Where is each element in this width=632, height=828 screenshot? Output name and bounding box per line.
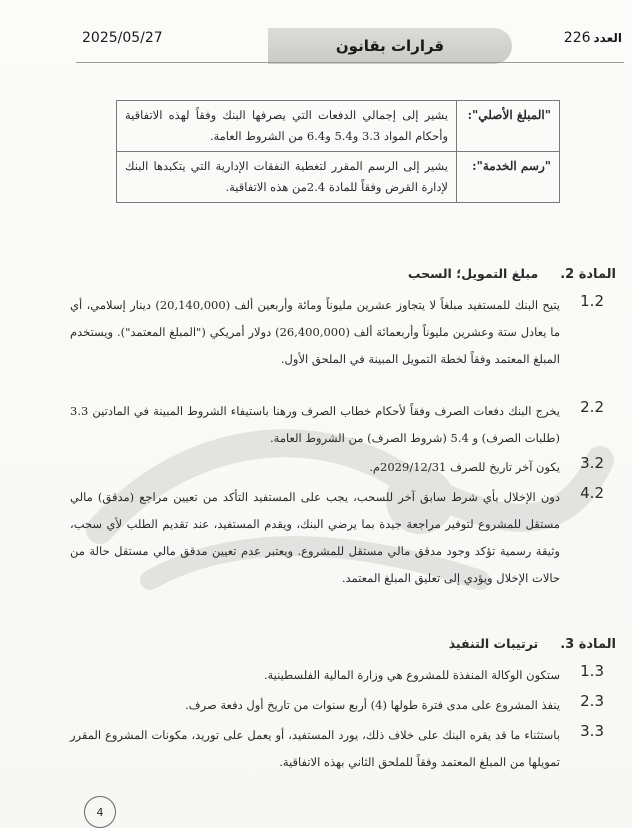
clause-text: دون الإخلال بأي شرط سابق آخر للسحب، يجب على المستفيد التأكد من تعيين مراجع (مدقق) مالي مستقل للمشروع لتوفير مراجعة جيدة بما يرضي البنك، ويقدم المستفيد، عند تقديم الطلب لأي سحب، وثيقة رسمية تؤكد وجود مدقق مالي مستقل للمشروع. ويعتبر عدم تعيين مدقق مالي مستقل حالة من حالات الإخلال ويؤدي إلى تعليق المبلغ المعتمد. [70, 490, 560, 585]
definition-term: "رسم الخدمة": [457, 152, 560, 203]
clause-1-2 [70, 292, 604, 373]
article-number: المادة 2. [560, 267, 616, 282]
issue-label: العدد [593, 31, 622, 45]
page-number: 4 [84, 796, 116, 828]
definitions-table [116, 100, 560, 203]
header-rule [76, 62, 624, 63]
clause-number: 2.3 [580, 692, 604, 710]
clause-text: يكون آخر تاريخ للصرف 2029/12/31م. [369, 460, 560, 474]
clause-2-2 [70, 398, 604, 452]
definition-term: "المبلغ الأصلي": [457, 101, 560, 152]
clause-text: ستكون الوكالة المنفذة للمشروع هي وزارة المالية الفلسطينية. [263, 668, 560, 682]
header-issue [564, 30, 622, 46]
article-2-heading [408, 266, 616, 282]
issue-number: 226 [563, 30, 591, 46]
article-number: المادة 3. [560, 637, 616, 652]
definition-text: يشير إلى الرسم المقرر لتغطية النفقات الإدارية التي يتكبدها البنك لإدارة القرض وفقاً للمادة 2.4من هذه الاتفاقية. [117, 152, 457, 203]
page-header [0, 0, 632, 92]
article-title: ترتيبات التنفيذ [448, 636, 539, 651]
clause-number: 3.2 [580, 454, 604, 472]
clause-2-3 [70, 692, 604, 719]
article-title: مبلغ التمويل؛ السحب [407, 266, 539, 281]
clause-number: 1.3 [580, 662, 604, 680]
definition-text: يشير إلى إجمالي الدفعات التي يصرفها البنك وفقاً لهذه الاتفاقية وأحكام المواد 3.3 و5.4 و6.4 من الشروط العامة. [117, 101, 457, 152]
header-date: 2025/05/27 [82, 30, 163, 46]
clause-number: 4.2 [580, 484, 604, 502]
clause-number: 3.3 [580, 722, 604, 740]
clause-text: يخرج البنك دفعات الصرف وفقاً لأحكام خطاب الصرف ورهنا باستيفاء الشروط المبينة في المادتين 3.3 (طلبات الصرف) و 5.4 (شروط الصرف) من الشروط العامة. [70, 404, 560, 445]
clause-number: 1.2 [580, 292, 604, 310]
clause-text: باستثناء ما قد يقره البنك على خلاف ذلك، يورد المستفيد، أو يعمل على توريد، مكونات المشروع المقرر تمويلها من المبلغ المعتمد وفقاً للملحق الثاني بهذه الاتفاقية. [70, 728, 560, 769]
definition-row [117, 152, 560, 203]
clause-text: ينفذ المشروع على مدى فترة طولها (4) أربع سنوات من تاريخ أول دفعة صرف. [185, 698, 560, 712]
header-title: قرارات بقانون [335, 37, 445, 55]
clause-3-2 [70, 454, 604, 481]
article-3-heading [449, 636, 616, 652]
clause-text: يتيح البنك للمستفيد مبلغاً لا يتجاوز عشرين مليوناً ومائة وأربعين ألف (20,140,000) دينار إسلامي، أي ما يعادل ستة وعشرين مليوناً وأربعمائة ألف (26,400,000) دولار أمريكي ("المبلغ المعتمد"). ويستخدم المبلغ المعتمد وفقاً لخطة التمويل المبينة في الملحق الأول. [70, 298, 560, 366]
clause-3-3 [70, 722, 604, 776]
clause-1-3 [70, 662, 604, 689]
header-title-tab [268, 28, 512, 64]
clause-4-2 [70, 484, 604, 592]
definition-row [117, 101, 560, 152]
clause-number: 2.2 [580, 398, 604, 416]
